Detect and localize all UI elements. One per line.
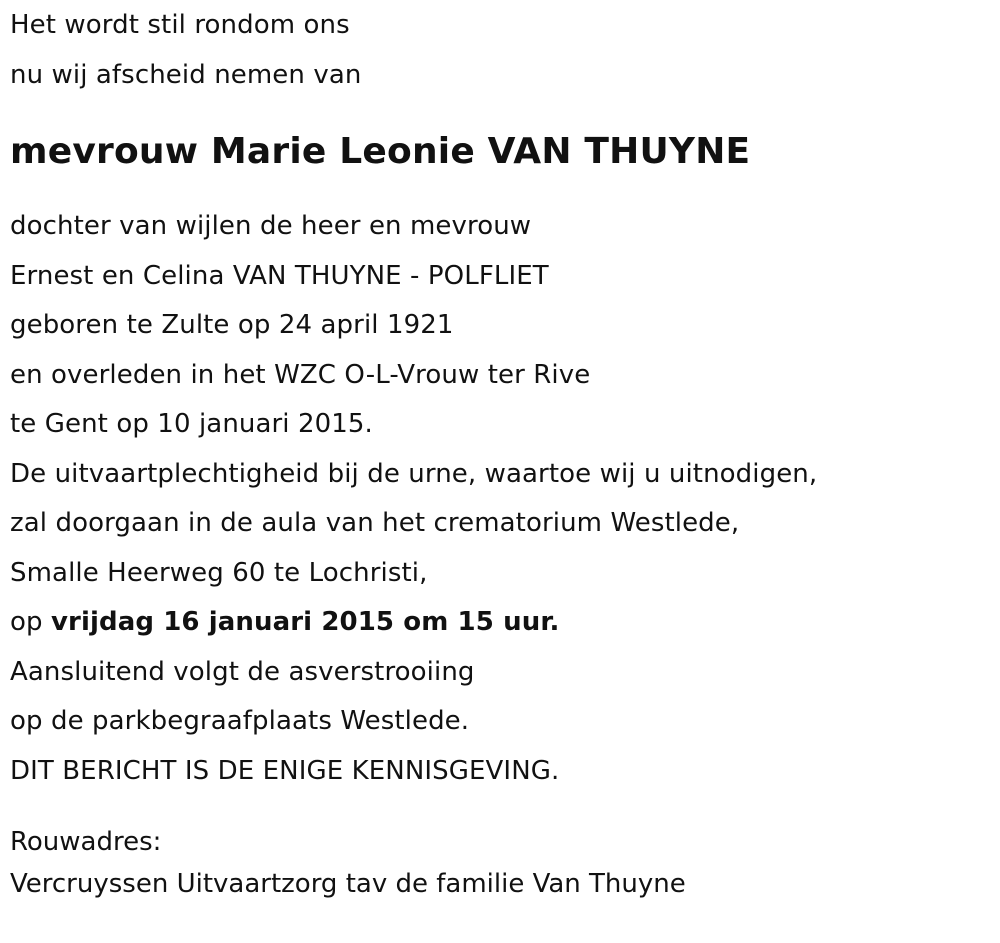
body-line-death-date: te Gent op 10 januari 2015. [10,409,373,439]
body-line-ceremony-location: zal doorgaan in de aula van het crematorium Westlede, [10,508,740,538]
mourning-address [10,821,990,905]
body-line-ceremony: De uitvaartplechtigheid bij de urne, waartoe wij u uitnodigen, [10,458,818,489]
ceremony-datetime: vrijdag 16 januari 2015 om 15 uur. [50,607,560,637]
intro-text [10,1,990,100]
body-line-sole-notice: DIT BERICHT IS DE ENIGE KENNISGEVING. [10,755,560,786]
body-line-ceremony-datetime [10,598,990,648]
intro-line-2: nu wij afscheid nemen van [10,59,362,90]
body-line-parents-intro: dochter van wijlen de heer en mevrouw [10,211,532,241]
deceased-name: mevrouw Marie Leonie VAN THUYNE [10,131,751,172]
spacer [10,796,990,821]
body-line-parents: Ernest en Celina VAN THUYNE - POLFLIET [10,260,549,291]
body-line-cemetery: op de parkbegraafplaats Westlede. [10,706,470,736]
body-line-scattering: Aansluitend volgt de asverstrooiing [10,656,475,687]
mourning-address-label: Rouwadres: [10,827,162,857]
body-line-death-place: en overleden in het WZC O-L-Vrouw ter Rive [10,359,591,390]
mourning-address-line: Vercruyssen Uitvaartzorg tav de familie Van Thuyne [10,869,686,899]
obituary-notice [10,0,990,905]
body-line-street-address: Smalle Heerweg 60 te Lochristi, [10,557,428,588]
body-line-birth: geboren te Zulte op 24 april 1921 [10,310,454,340]
notice-body [10,202,990,796]
datetime-prefix: op [10,607,51,637]
intro-line-1: Het wordt stil rondom ons [10,10,350,40]
